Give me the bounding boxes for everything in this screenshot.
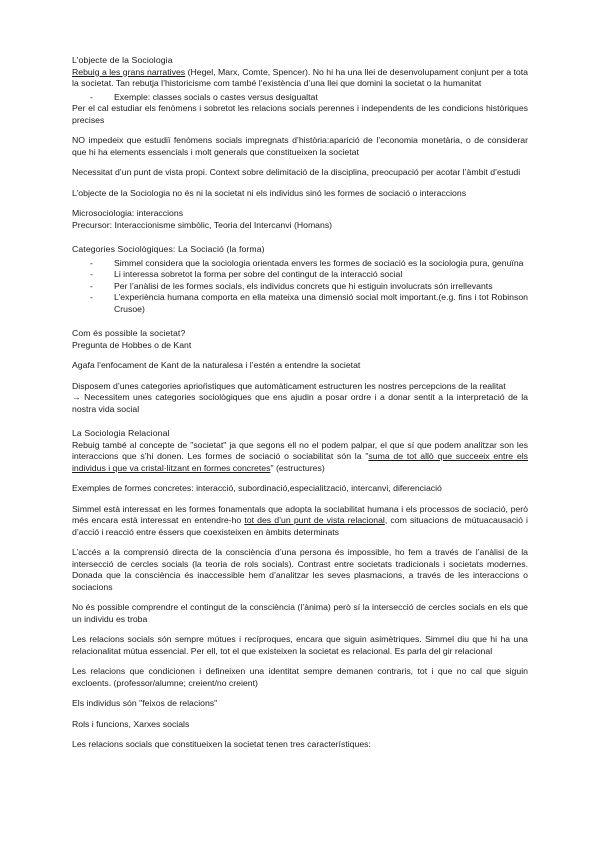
paragraph-rols-xarxes: Rols i funcions, Xarxes socials xyxy=(72,718,190,729)
paragraph-text: , com situacions de mútuacausació i d’acció i reacció entre éssers que coexisteixen en àmbits determinats xyxy=(72,515,528,537)
line-microsociologia: Microsociologia: interaccions xyxy=(72,208,184,218)
bullet-list-sociacio xyxy=(72,258,528,316)
paragraph-fenomens: Per el cal estudiar els fenòmens i sobretot les relacions socials perennes i independents de les condicions històriques precises xyxy=(72,103,528,125)
list-item-text: Exemple: classes socials o castes versus desigualtat xyxy=(114,91,318,102)
list-item-text: Li interessa sobretot la forma per sobre del contingut de la interacció social xyxy=(114,269,403,279)
underlined-relacional: tot des d’un punt de vista relacional xyxy=(244,515,385,525)
paragraph-text: " (estructures) xyxy=(270,462,325,473)
paragraph-contingut-consciencia: No és possible comprendre el contingut de la consciència (l’ànima) però sí la intersecció de cercles socials en els que un individu es troba xyxy=(72,602,528,624)
bullet-list-exemple xyxy=(72,92,528,104)
paragraph-tres-caracteristiques: Les relacions socials que constitueixen la societat tenen tres característiques: xyxy=(72,739,371,749)
dash-bullet-icon: - xyxy=(90,269,93,279)
list-item xyxy=(72,258,528,270)
paragraph-categories-apriori xyxy=(72,381,528,416)
paragraph-rebuig-societat xyxy=(72,440,528,475)
paragraph-text: (Hegel, Marx, Comte, Spencer). No hi ha una llei de desenvolupament conjunt per a tota la societat. Tan rebutja l’historicisme com també l’existència d’una llei que domini la societat o la humanitat xyxy=(72,66,529,88)
list-item xyxy=(72,269,528,281)
dash-bullet-icon: - xyxy=(90,292,93,302)
dash-bullet-icon: - xyxy=(90,280,93,291)
list-item-text: Per l’anàlisi de les formes socials, els individus concrets que hi estiguin involucrats són irrellevants xyxy=(114,280,493,291)
paragraph-simmel-interessat xyxy=(72,504,528,539)
paragraph-acces-consciencia: L’accés a la comprensió directa de la consciència d’una persona és impossible, ho fem a través de l’anàlisi de la intersecció de cercles socials (la teoria de rols socials). Contrast entre societats tradicionals i societats modernes. Donada que la consciència és inaccessible hem d’analitzar les seves plasmacions, a través de les interaccions o sociacions xyxy=(72,547,528,592)
underlined-grans-narratives: Rebuig a les grans narratives xyxy=(72,66,186,77)
paragraph-grans-narratives xyxy=(72,67,528,90)
section-title-categories: Categories Sociològiques: La Sociació (la forma) xyxy=(72,244,265,254)
section-title-relacional: La Sociologia Relacional xyxy=(72,428,170,438)
paragraph-text: Rebuig també al concepte de "societat" ja que segons ell no el podem palpar, el que sí que podem analitzar son les interaccions que s’hi donen. Les formes de sociació o sociabilitat són la " xyxy=(72,439,528,461)
dash-bullet-icon: - xyxy=(90,257,93,268)
paragraph-identitat-contraris: Les relacions que condicionen i defineixen una identitat sempre demanen contraris, tot i que no cal que siguin excloents. (professor/alumne; creient/no creient) xyxy=(72,666,528,688)
line-precursor: Precursor: Interaccionisme simbòlic, Teoria del Intercanvi (Homans) xyxy=(72,219,333,230)
paragraph-relacions-mutues: Les relacions socials són sempre mútues i recíproques, encara que siguin asimètriques. Simmel diu que hi ha una relacionalitat mútua essencial. Per ell, tot el que existeixen la societat es relacional. Es parla del gir relacional xyxy=(72,634,528,656)
paragraph-text: → Necessitem unes categories sociològiques que ens ajudin a posar ordre i a donar sentit a la interpretació de la nostra vida social xyxy=(72,392,528,414)
list-item xyxy=(72,292,528,315)
list-item-text: Simmel considera que la sociologia orientada envers les formes de sociació es la sociologia pura, genuïna xyxy=(114,257,524,268)
paragraph-exemples-formes: Exemples de formes concretes: interacció, subordinació,especialització, intercanvi, diferenciació xyxy=(72,483,442,493)
list-item xyxy=(72,281,528,293)
list-item-text: L’experiència humana comporta en ella mateixa una dimensió social molt important.(e.g. fins i tot Robinson Crusoe) xyxy=(114,292,528,314)
paragraph-text: Disposem d’unes categories aprioŕistiques que automàticament estructuren les nostres percepcions de la realitat xyxy=(72,380,506,391)
section-subtitle-hobbes-kant: Pregunta de Hobbes o de Kant xyxy=(72,339,192,350)
paragraph-punt-de-vista: Necessitat d’un punt de vista propi. Context sobre delimitació de la disciplina, preocupació per acotar l’àmbit d’estudi xyxy=(72,167,521,177)
dash-bullet-icon: - xyxy=(90,91,93,102)
list-item xyxy=(72,92,528,104)
section-title-societat: Com és possible la societat? xyxy=(72,328,186,338)
paragraph-feixos: Els individus són "feixos de relacions" xyxy=(72,698,218,708)
section-title-objecte: L’objecte de la Sociologia xyxy=(72,55,173,65)
paragraph-enfocament-kant: Agafa l’enfocament de Kant de la naturalesa i l’estén a entendre la societat xyxy=(72,360,361,370)
paragraph-no-impedeix: NO impedeix que estudiï fenòmens socials impregnats d’història:aparició de l’economia monetària, o de considerar que hi ha elements essencials i molt generals que constitueixen la societat xyxy=(72,135,528,157)
paragraph-objecte: L’objecte de la Sociologia no és ni la societat ni els individus sinó les formes de sociació o interaccions xyxy=(72,187,467,198)
underlined-suma: suma de tot allò que succeeix entre els individus i que va cristal·litzant en formes concretes xyxy=(72,451,528,473)
paragraph-text: Simmel està interessat en les formes fonamentals que adopta la sociabilitat humana i els processos de sociació, però més encara està interessat en entendre-ho xyxy=(72,503,528,525)
